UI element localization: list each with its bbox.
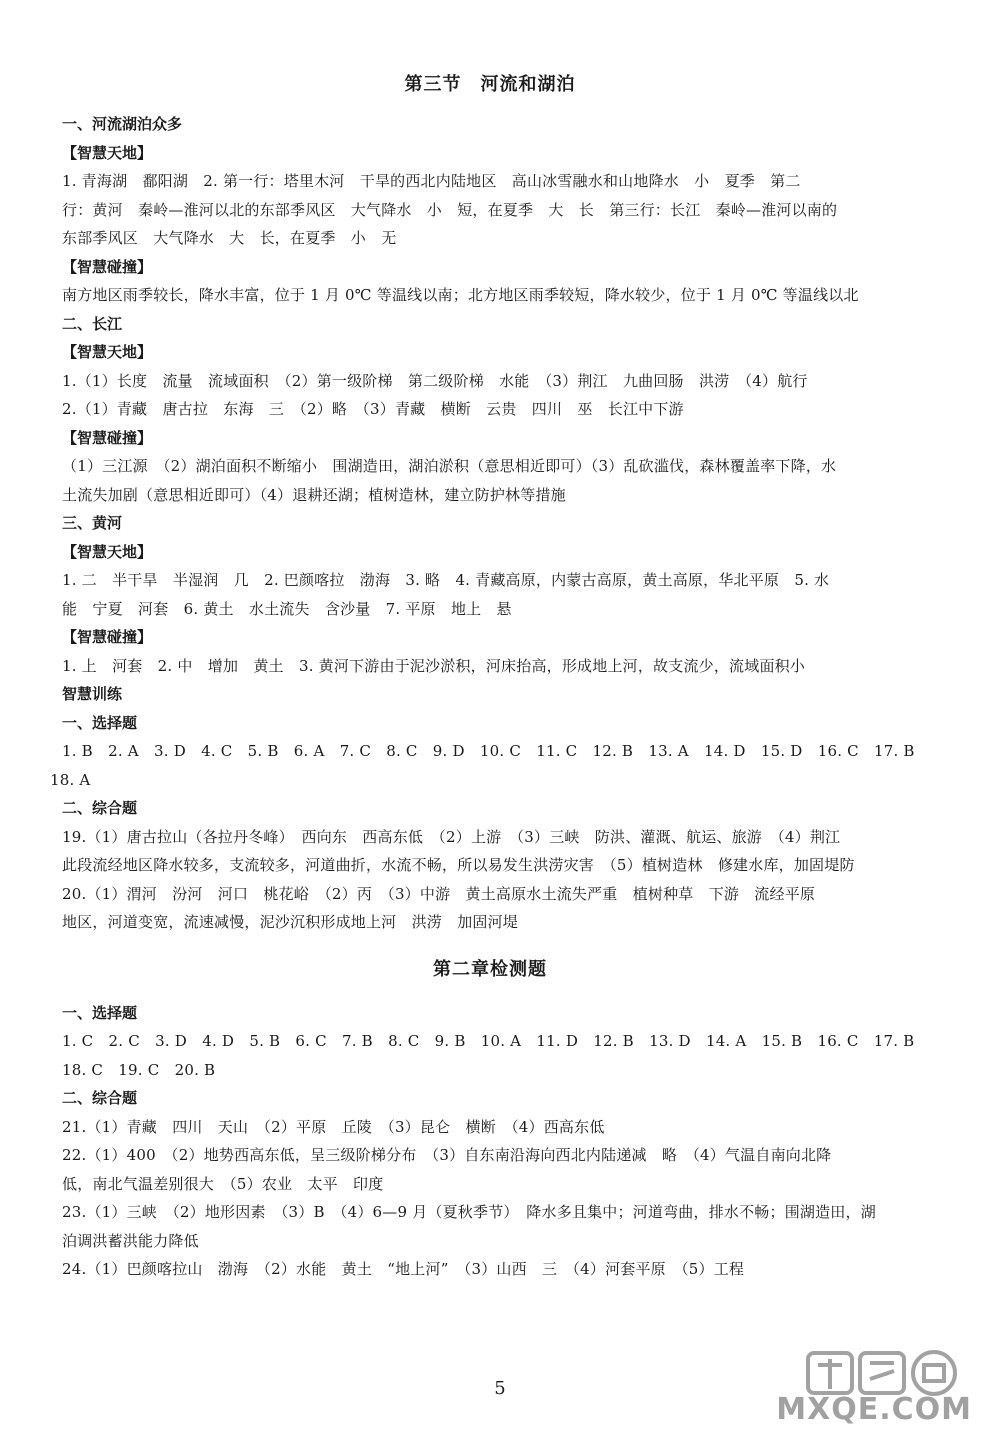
answer-line: 地区，河道变宽，流速减慢，泥沙沉积形成地上河 洪涝 加固河堤	[62, 913, 519, 931]
answer-line: 2.（1）青藏 唐古拉 东海 三 （2）略 （3）青藏 横断 云贵 四川 巫 长江中下游	[62, 400, 684, 418]
answer-line: 1. 二 半干旱 半湿润 几 2. 巴颜喀拉 渤海 3. 略 4. 青藏高原，内蒙古高原，黄土高原，华北平原 5. 水	[62, 571, 830, 589]
section-title: 第二章检测题	[433, 958, 547, 980]
section-heading: 一、选择题	[62, 713, 138, 732]
answer-line: 泊调洪蓄洪能力降低	[62, 1231, 199, 1250]
answer-line: 此段流经地区降水较多，支流较多，河道曲折，水流不畅，所以易发生洪涝灾害 （5）植树造林 修建水库，加固堤防	[62, 856, 855, 874]
answer-line: 土流失加剧（意思相近即可）（4）退耕还湖；植树造林，建立防护林等措施	[62, 485, 566, 504]
answer-line: （1）三江源 （2）湖泊面积不断缩小 围湖造田，湖泊淤积（意思相近即可）（3）乱砍滥伐，森林覆盖率下降，水	[62, 457, 837, 475]
section-heading: 二、长江	[62, 314, 123, 333]
answer-line: 能 宁夏 河套 6. 黄土 水土流失 含沙量 7. 平原 地上 悬	[62, 599, 512, 618]
answer-line: 18. C 19. C 20. B	[62, 1060, 216, 1079]
section-heading: 【智慧碰撞】	[62, 628, 153, 646]
section-heading: 二、综合题	[62, 799, 138, 817]
section-heading: 【智慧碰撞】	[62, 428, 153, 447]
answer-line: 18. A	[50, 770, 91, 789]
answer-line: 东部季风区 大气降水 大 长，在夏季 小 无	[62, 229, 397, 247]
section-heading: 二、综合题	[62, 1089, 138, 1107]
answer-line: 1. 上 河套 2. 中 增加 黄土 3. 黄河下游由于泥沙淤积，河床抬高，形成地上河，故支流少，流域面积小	[62, 656, 806, 675]
answer-line: 24.（1）巴颜喀拉山 渤海 （2）水能 黄土 “地上河” （3）山西 三 （4）河套平原 （5）工程	[62, 1260, 745, 1278]
section-heading: 三、黄河	[62, 514, 123, 532]
answer-line: 23.（1）三峡 （2）地形因素 （3）B （4）6—9 月（夏秋季节） 降水多且集中；河道弯曲，排水不畅；围湖造田，湖	[62, 1203, 876, 1221]
section-heading: 一、选择题	[62, 1003, 138, 1022]
section-heading: 【智慧天地】	[62, 343, 153, 361]
answer-line: 南方地区雨季较长，降水丰富，位于 1 月 0℃ 等温线以南；北方地区雨季较短，降水较少，位于 1 月 0℃ 等温线以北	[62, 286, 859, 304]
answer-line: 22.（1）400 （2）地势西高东低，呈三级阶梯分布 （3）自东南沿海向西北内陆递减 略 （4）气温自南向北降	[62, 1146, 832, 1164]
section-heading: 【智慧天地】	[62, 542, 153, 561]
section-heading: 一、河流湖泊众多	[62, 115, 183, 133]
answer-line: 行：黄河 秦岭—淮河以北的东部季风区 大气降水 小 短，在夏季 大 长 第三行：长江 秦岭—淮河以南的	[62, 200, 838, 219]
page-number: 5	[494, 1378, 506, 1399]
answer-line: 低，南北气温差别很大 （5）农业 太平 印度	[62, 1174, 384, 1193]
answer-line: 1. C 2. C 3. D 4. D 5. B 6. C 7. B 8. C 9. B 10. A 11. D 12. B 13. D 14. A 15. B 16. C 17. B	[62, 1032, 915, 1050]
answer-line: 19.（1）唐古拉山（各拉丹冬峰） 西向东 西高东低 （2）上游 （3）三峡 防洪、灌溉、航运、旅游 （4）荆江	[62, 827, 841, 846]
answer-line: 1. B 2. A 3. D 4. C 5. B 6. A 7. C 8. C 9. D 10. C 11. C 12. B 13. A 14. D 15. D 16. C 17. B	[62, 742, 915, 760]
answer-line: 20.（1）渭河 汾河 河口 桃花峪 （2）丙 （3）中游 黄土高原水土流失严重 植树种草 下游 流经平原	[62, 884, 816, 903]
answer-line: 1.（1）长度 流量 流域面积 （2）第一级阶梯 第二级阶梯 水能 （3）荆江 九曲回肠 洪涝 （4）航行	[62, 371, 808, 390]
section-heading: 【智慧天地】	[62, 143, 153, 162]
answer-line: 1. 青海湖 鄱阳湖 2. 第一行：塔里木河 干旱的西北内陆地区 高山冰雪融水和山地降水 小 夏季 第二	[62, 172, 801, 190]
answer-page	[50, 62, 930, 1284]
section-heading: 智慧训练	[62, 685, 123, 703]
watermark-logo	[768, 1349, 978, 1431]
section-heading: 【智慧碰撞】	[62, 257, 153, 276]
answer-line: 21.（1）青藏 四川 天山 （2）平原 丘陵 （3）昆仑 横断 （4）西高东低	[62, 1117, 605, 1136]
section-title: 第三节 河流和湖泊	[404, 74, 576, 95]
watermark-text: MXQE.COM	[776, 1392, 972, 1427]
